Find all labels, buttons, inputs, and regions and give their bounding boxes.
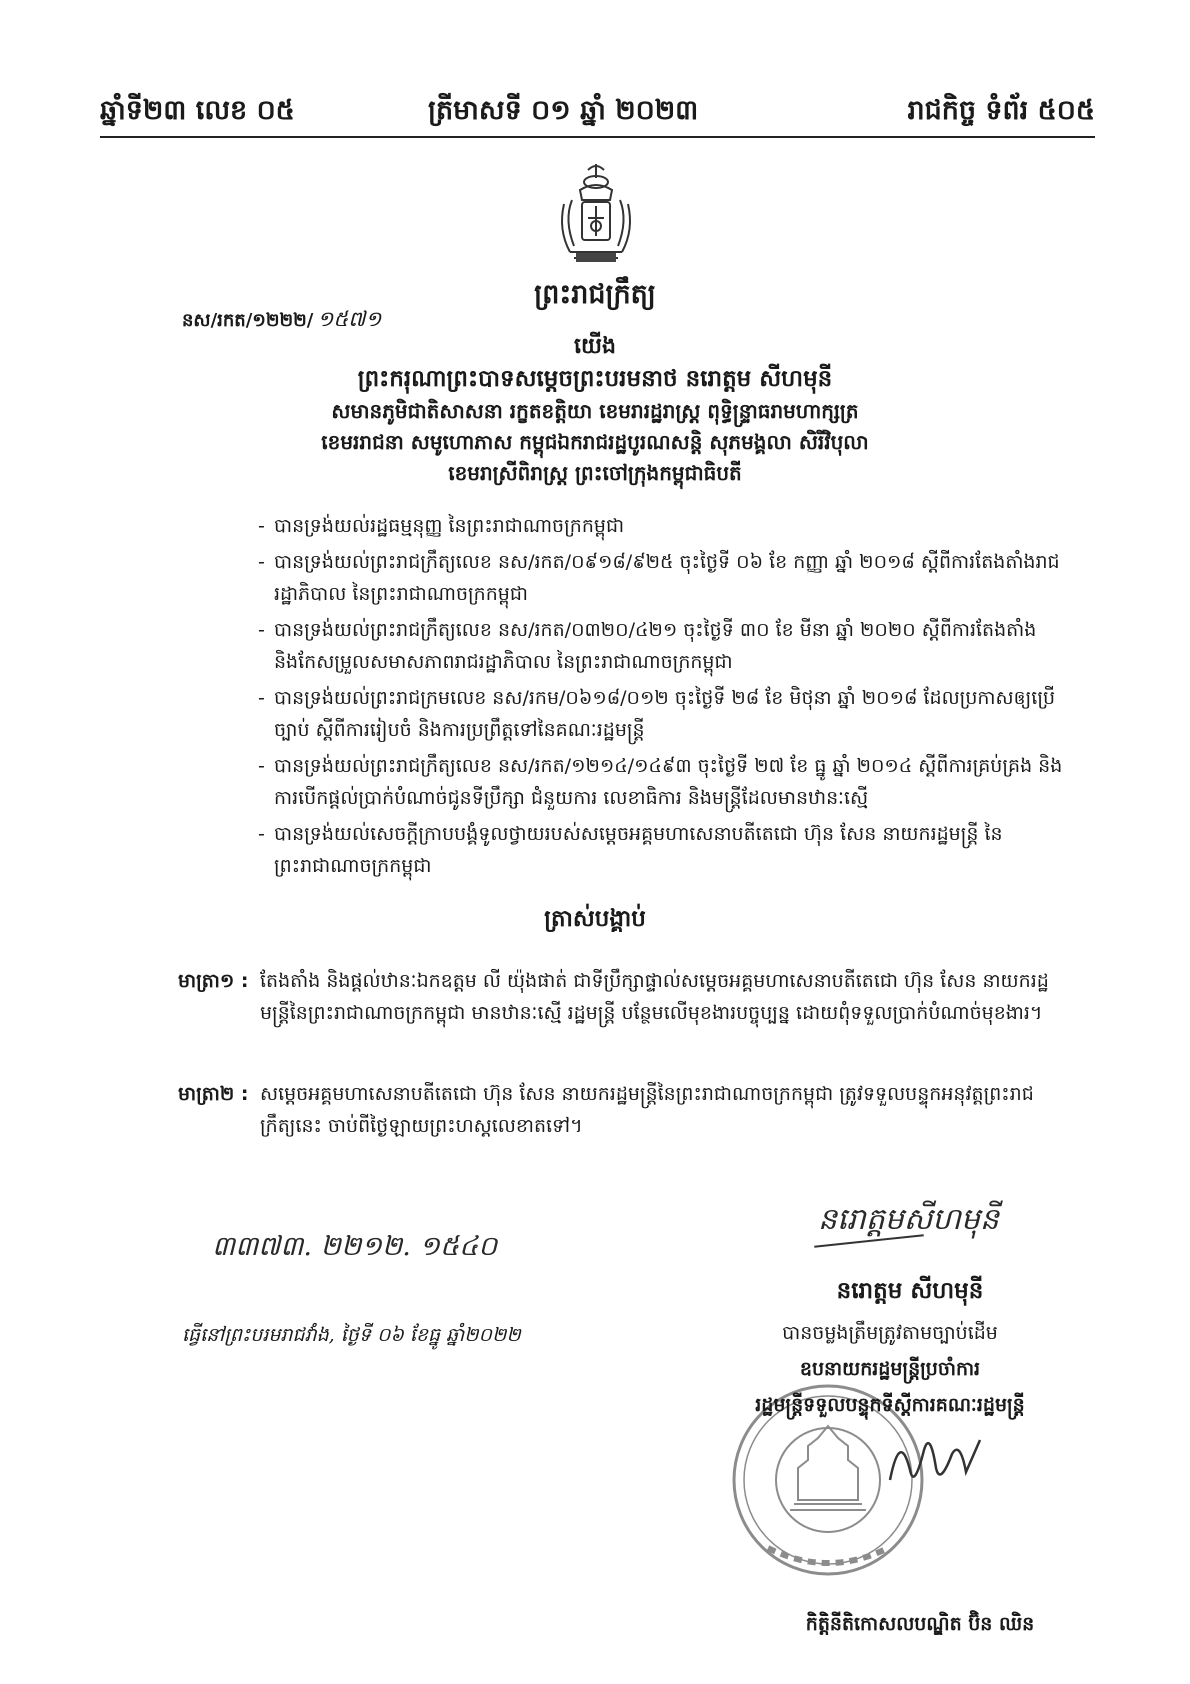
document-title: ព្រះរាជក្រឹត្យ <box>534 279 656 310</box>
signer-name: នរោត្តម សីហមុនី <box>836 1278 984 1304</box>
countersign-position: ឧបនាយករដ្ឋមន្ត្រីប្រចាំការ <box>799 1358 981 1380</box>
header-quarter: ត្រីមាសទី ០១ ឆ្នាំ ២០២៣ <box>428 95 699 126</box>
page-header <box>100 92 1095 138</box>
article-text: តែងតាំង និងផ្តល់ឋានៈឯកឧត្តម លី យ៉ុងផាត់ ជាទីប្រឹក្សាផ្ទាល់សម្តេចអគ្គមហាសេនាបតីតេជោ ហ៊ុន សែន នាយករដ្ឋមន្ត្រីនៃព្រះរាជាណាចក្រកម្ពុជា មានឋានៈស្មើ រដ្ឋមន្ត្រី បន្ថែមលើមុខងារបច្ចុប្បន្ន ដោយពុំទទួលប្រាក់បំណាច់មុខងារ។ <box>260 970 1049 1024</box>
countersign-signature-icon <box>880 1420 990 1500</box>
decree-heading: ត្រាស់បង្គាប់ <box>544 906 646 932</box>
king-title-line-2: សមានភូមិជាតិសាសនា រក្ខតខត្តិយា ខេមរារដ្ឋរាស្ត្រ ពុទ្ធិន្ទ្រាធរាមហាក្សត្រ <box>331 399 859 423</box>
consideration-item: - បានទ្រង់យល់ព្រះរាជក្រឹត្យលេខ នស/រកត/០៩១៨/៩២៥ ចុះថ្ងៃទី ០៦ ខែ កញ្ញា ឆ្នាំ ២០១៨ ស្តីពីការតែងតាំងរាជរដ្ឋាភិបាល នៃព្រះរាជាណាចក្រកម្ពុជា <box>258 546 1068 610</box>
countersigner-name: កិត្តិនីតិកោសលបណ្ឌិត ប៊ិន ឈិន <box>805 1613 1035 1635</box>
issued-place-date: ធ្វើនៅព្រះបរមរាជវាំង, ថ្ងៃទី ០៦ ខែធ្នូ ឆ្នាំ២០២២ <box>182 1324 521 1346</box>
king-title-line-1: ព្រះករុណាព្រះបាទសម្តេចព្រះបរមនាថ នរោត្តម សីហមុនី <box>357 366 833 392</box>
handwritten-date: ៣៣៧៣. ២២១២. ១៥៤០ <box>212 1231 498 1262</box>
king-title-line-4: ខេមរាស្រីពិរាស្ត្រ ព្រះចៅក្រុងកម្ពុជាធិបតី <box>448 461 742 485</box>
header-page-number: រាជកិច្ច ទំព័រ ៥០៥ <box>907 95 1095 126</box>
yeung-heading: យើង <box>574 334 616 359</box>
article-label: មាត្រា១ : <box>178 970 249 992</box>
consideration-item: - បានទ្រង់យល់ព្រះរាជក្រឹត្យលេខ នស/រកត/០៣២០/៤២១ ចុះថ្ងៃទី ៣០ ខែ មីនា ឆ្នាំ ២០២០ ស្តីពីការតែងតាំង និងកែសម្រួលសមាសភាពរាជរដ្ឋាភិបាល នៃព្រះរាជាណាចក្រកម្ពុជា <box>258 614 1068 678</box>
countersign-ministry: រដ្ឋមន្ត្រីទទួលបន្ទុកទីស្តីការគណៈរដ្ឋមន្ត្រី <box>755 1394 1025 1416</box>
header-issue-number: ឆ្នាំទី២៣ លេខ ០៥ <box>100 95 295 126</box>
article-label: មាត្រា២ : <box>178 1083 249 1105</box>
article-text: សម្តេចអគ្គមហាសេនាបតីតេជោ ហ៊ុន សែន នាយករដ្ឋមន្ត្រីនៃព្រះរាជាណាចក្រកម្ពុជា ត្រូវទទួលបន្ទុកអនុវត្តព្រះរាជក្រឹត្យនេះ ចាប់ពីថ្ងៃឡាយព្រះហស្តលេខាតទៅ។ <box>260 1083 1034 1137</box>
consideration-item: - បានទ្រង់យល់រដ្ឋធម្មនុញ្ញ នៃព្រះរាជាណាចក្រកម្ពុជា <box>258 510 1068 542</box>
article-2 <box>178 1078 1068 1142</box>
consideration-item: - បានទ្រង់យល់ព្រះរាជក្រឹត្យលេខ នស/រកត/១២១៤/១៤៩៣ ចុះថ្ងៃទី ២៧ ខែ ធ្នូ ឆ្នាំ ២០១៤ ស្តីពីការគ្រប់គ្រង និងការបើកផ្តល់ប្រាក់បំណាច់ជូនទីប្រឹក្សា ជំនួយការ លេខាធិការ និងមន្ត្រីដែលមានឋានៈស្មើ <box>258 750 1068 814</box>
considerations-list <box>258 510 1068 886</box>
king-signature: នរោត្តមសីហមុនី <box>818 1202 999 1237</box>
article-1 <box>178 965 1068 1029</box>
countersign-certified-copy: បានចម្លងត្រឹមត្រូវតាមច្បាប់ដើម <box>782 1322 998 1344</box>
king-title-line-3: ខេមររាជនា សមូហោភាស កម្ពុជឯករាជរដ្ឋបូរណសន្តិ សុភមង្គលា សិរីវិបុលា <box>321 430 869 454</box>
reference-handwritten-number: ១៥៧១ <box>317 307 382 331</box>
royal-emblem-icon <box>550 160 642 268</box>
consideration-item: - បានទ្រង់យល់សេចក្តីក្រាបបង្គំទូលថ្វាយរបស់សម្តេចអគ្គមហាសេនាបតីតេជោ ហ៊ុន សែន នាយករដ្ឋមន្ត្រី នៃព្រះរាជាណាចក្រកម្ពុជា <box>258 818 1068 882</box>
reference-code: នស/រកត/១២២២/ <box>182 310 314 331</box>
consideration-item: - បានទ្រង់យល់ព្រះរាជក្រមលេខ នស/រកម/០៦១៨/០១២ ចុះថ្ងៃទី ២៨ ខែ មិថុនា ឆ្នាំ ២០១៨ ដែលប្រកាសឲ្យប្រើច្បាប់ ស្តីពីការរៀបចំ និងការប្រព្រឹត្តទៅនៃគណៈរដ្ឋមន្ត្រី <box>258 682 1068 746</box>
